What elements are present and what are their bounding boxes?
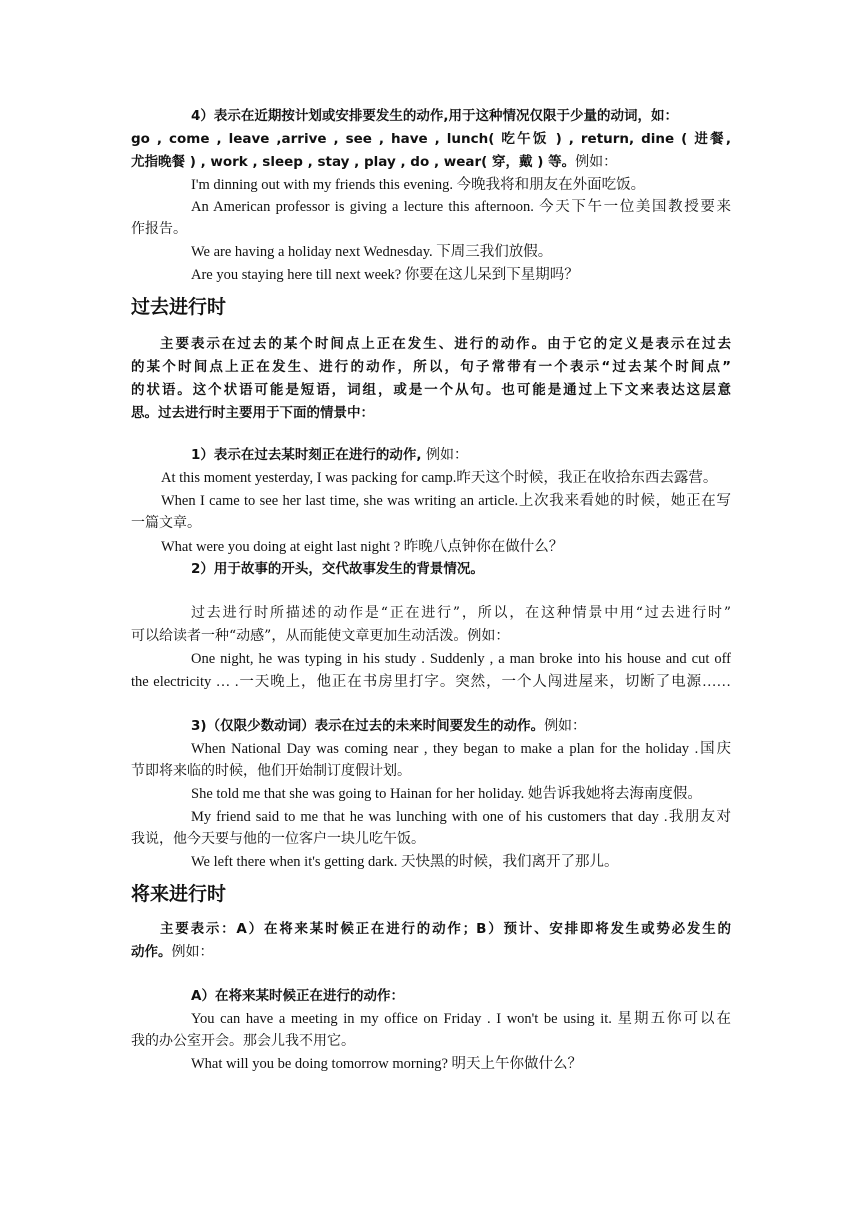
item1-heading: 1）表示在过去某时刻正在进行的动作, 例如：: [191, 447, 468, 463]
example-sentence-cont: 一篇文章。: [131, 515, 201, 531]
section-heading-future-progressive: 将来进行时: [131, 883, 227, 905]
example-sentence: I'm dinning out with my friends this evening. 今晚我将和朋友在外面吃饭。: [191, 177, 646, 193]
example-sentence: What were you doing at eight last night ? 昨晚八点钟你在做什么？: [161, 539, 564, 555]
itemA-heading: A）在将来某时候正在进行的动作：: [191, 988, 404, 1004]
example-sentence: An American professor is giving a lecture this afternoon. 今天下午一位美国教授要来: [191, 199, 731, 215]
example-sentence: You can have a meeting in my office on Friday . I won't be using it. 星期五你可以在: [191, 1011, 731, 1027]
example-sentence: What will you be doing tomorrow morning? 明天上午你做什么？: [191, 1056, 583, 1072]
intro-paragraph: 的某个时间点上正在发生、进行的动作，所以，句子常带有一个表示“过去某个时间点”: [131, 359, 731, 375]
example-sentence: Are you staying here till next week? 你要在这儿呆到下星期吗？: [191, 267, 579, 283]
intro-paragraph: 的状语。这个状语可能是短语，词组，或是一个从句。也可能是通过上下文来表达这层意: [131, 382, 731, 398]
intro-paragraph: 思。过去进行时主要用于下面的情景中：: [131, 405, 374, 421]
example-sentence: She told me that she was going to Hainan for her holiday. 她告诉我她将去海南度假。: [191, 786, 702, 802]
example-sentence: We left there when it's getting dark. 天快黑的时候，我们离开了那儿。: [191, 854, 619, 870]
item2-paragraph: 可以给读者一种“动感”，从而能使文章更加生动活泼。例如：: [131, 628, 510, 644]
example-sentence-cont: the electricity … .一天晚上，他正在书房里打字。突然，一个人闯进屋来，切断了电源……: [131, 674, 731, 690]
item2-heading: 2）用于故事的开头，交代故事发生的背景情况。: [191, 561, 484, 577]
item4-verb-list-end: 尤指晚餐 ) , work , sleep , stay , play , do , wear( 穿，戴 ) 等。例如：: [131, 154, 618, 170]
example-sentence: At this moment yesterday, I was packing for camp.昨天这个时候，我正在收拾东西去露营。: [161, 470, 718, 486]
example-sentence-cont: 我的办公室开会。那会儿我不用它。: [131, 1033, 355, 1049]
example-sentence: My friend said to me that he was lunching with one of his customers that day .我朋友对: [191, 809, 731, 825]
example-sentence: When I came to see her last time, she was writing an article.上次我来看她的时候，她正在写: [161, 493, 731, 509]
example-sentence: When National Day was coming near , they began to make a plan for the holiday .国庆: [191, 741, 731, 757]
section-heading-past-progressive: 过去进行时: [131, 296, 227, 318]
example-sentence: We are having a holiday next Wednesday. 下周三我们放假。: [191, 244, 553, 260]
item4-verb-list: go , come , leave ,arrive , see , have , lunch( 吃午饭 ) , return, dine ( 进餐,: [131, 131, 731, 147]
intro-paragraph: 动作。例如：: [131, 944, 214, 960]
example-sentence-cont: 我说，他今天要与他的一位客户一块儿吃午饭。: [131, 831, 425, 847]
example-sentence-cont: 节即将来临的时候，他们开始制订度假计划。: [131, 763, 411, 779]
example-sentence: One night, he was typing in his study . Suddenly , a man broke into his house and cut off: [191, 651, 731, 667]
item3-heading: 3)（仅限少数动词）表示在过去的未来时间要发生的动作。例如：: [191, 718, 587, 734]
intro-paragraph: 主要表示在过去的某个时间点上正在发生、进行的动作。由于它的定义是表示在过去: [160, 336, 731, 352]
intro-paragraph: 主要表示：A）在将来某时候正在进行的动作；B）预计、安排即将发生或势必发生的: [160, 921, 731, 937]
item2-paragraph: 过去进行时所描述的动作是“正在进行”，所以，在这种情景中用“过去进行时”: [191, 605, 731, 621]
item4-heading: 4）表示在近期按计划或安排要发生的动作,用于这种情况仅限于少量的动词，如：: [191, 108, 679, 124]
example-sentence-cont: 作报告。: [131, 221, 187, 237]
